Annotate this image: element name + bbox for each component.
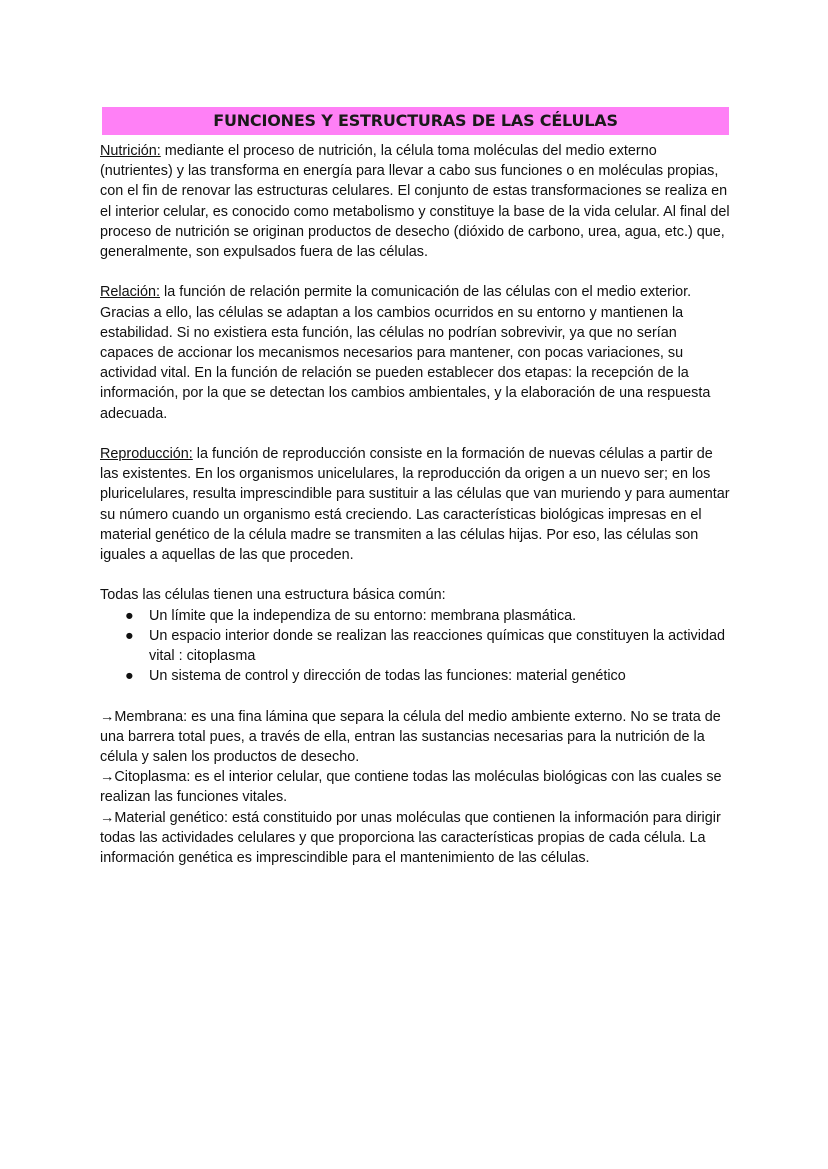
text-relacion: la función de relación permite la comunicación de las células con el medio exterior. Gracias a ello, las células se adaptan a los cambios ocurridos en su entorno y mantienen la estabilidad. Si no existiera esta función, las células no podrían sobrevivir, ya que no serían capaces de accionar los mecanismos necesarios para mantener, con pocas variaciones, su actividad vital. En la función de relación se pueden establecer dos etapas: la recepción de la información, por la que se detectan los cambios ambientales, y la elaboración de una respuesta adecuada. — [100, 284, 711, 422]
bullet-icon: ● — [125, 627, 134, 644]
list-item — [100, 606, 732, 626]
paragraph-nutricion — [100, 141, 732, 262]
bullet-icon: ● — [125, 607, 134, 624]
paragraph-reproduccion — [100, 444, 732, 565]
list-item — [100, 666, 732, 686]
document-body — [100, 141, 732, 868]
bullet-icon: ● — [125, 668, 134, 685]
definition-citoplasma: →Citoplasma: es el interior celular, que contiene todas las moléculas biológicas con las cuales se realizan las funciones vitales. — [100, 769, 722, 806]
list-item-text: Un espacio interior donde se realizan las reacciones químicas que constituyen la actividad vital : citoplasma — [149, 627, 725, 665]
definition-membrana: →Membrana: es una fina lámina que separa la célula del medio ambiente externo. No se trata de una barrera total pues, a través de ella, entran las sustancias necesarias para la nutrición de la célula y salen los productos de desecho. — [100, 708, 721, 766]
page-title: FUNCIONES Y ESTRUCTURAS DE LAS CÉLULAS — [102, 107, 729, 135]
paragraph-relacion — [100, 282, 732, 423]
label-nutricion: Nutrición: — [100, 143, 161, 159]
structure-list — [100, 606, 732, 687]
list-item-text: Un límite que la independiza de su entorno: membrana plasmática. — [149, 607, 577, 624]
list-item — [100, 626, 732, 666]
text-reproduccion: la función de reproducción consiste en la formación de nuevas células a partir de las existentes. En los organismos unicelulares, la reproducción da origen a un nuevo ser; en los pluricelulares, resulta imprescindible para sustituir a las células que van muriendo y para aumentar su número cuando un organismo está creciendo. Las características biológicas impresas en el material genético de la célula madre se transmiten a las células hijas. Por eso, las células son iguales a aquellas de las que proceden. — [100, 446, 730, 564]
text-nutricion: mediante el proceso de nutrición, la célula toma moléculas del medio externo (nutrientes) y las transforma en energía para llevar a cabo sus funciones o en moléculas propias, con el fin de renovar las estructuras celulares. El conjunto de estas transformaciones se realiza en el interior celular, es conocido como metabolismo y constituye la base de la vida celular. Al final del proceso de nutrición se originan productos de desecho (dióxido de carbono, urea, agua, etc.) que, generalmente, son expulsados fuera de las células. — [100, 143, 730, 261]
definition-material-genetico: →Material genético: está constituido por unas moléculas que contienen la información para dirigir todas las actividades celulares y que proporciona las características propias de cada célula. La información genética es imprescindible para el mantenimiento de las células. — [100, 809, 721, 867]
label-reproduccion: Reproducción: — [100, 446, 193, 463]
structure-intro: Todas las células tienen una estructura básica común: — [100, 587, 446, 604]
label-relacion: Relación: — [100, 284, 160, 301]
list-item-text: Un sistema de control y dirección de todas las funciones: material genético — [149, 668, 626, 685]
